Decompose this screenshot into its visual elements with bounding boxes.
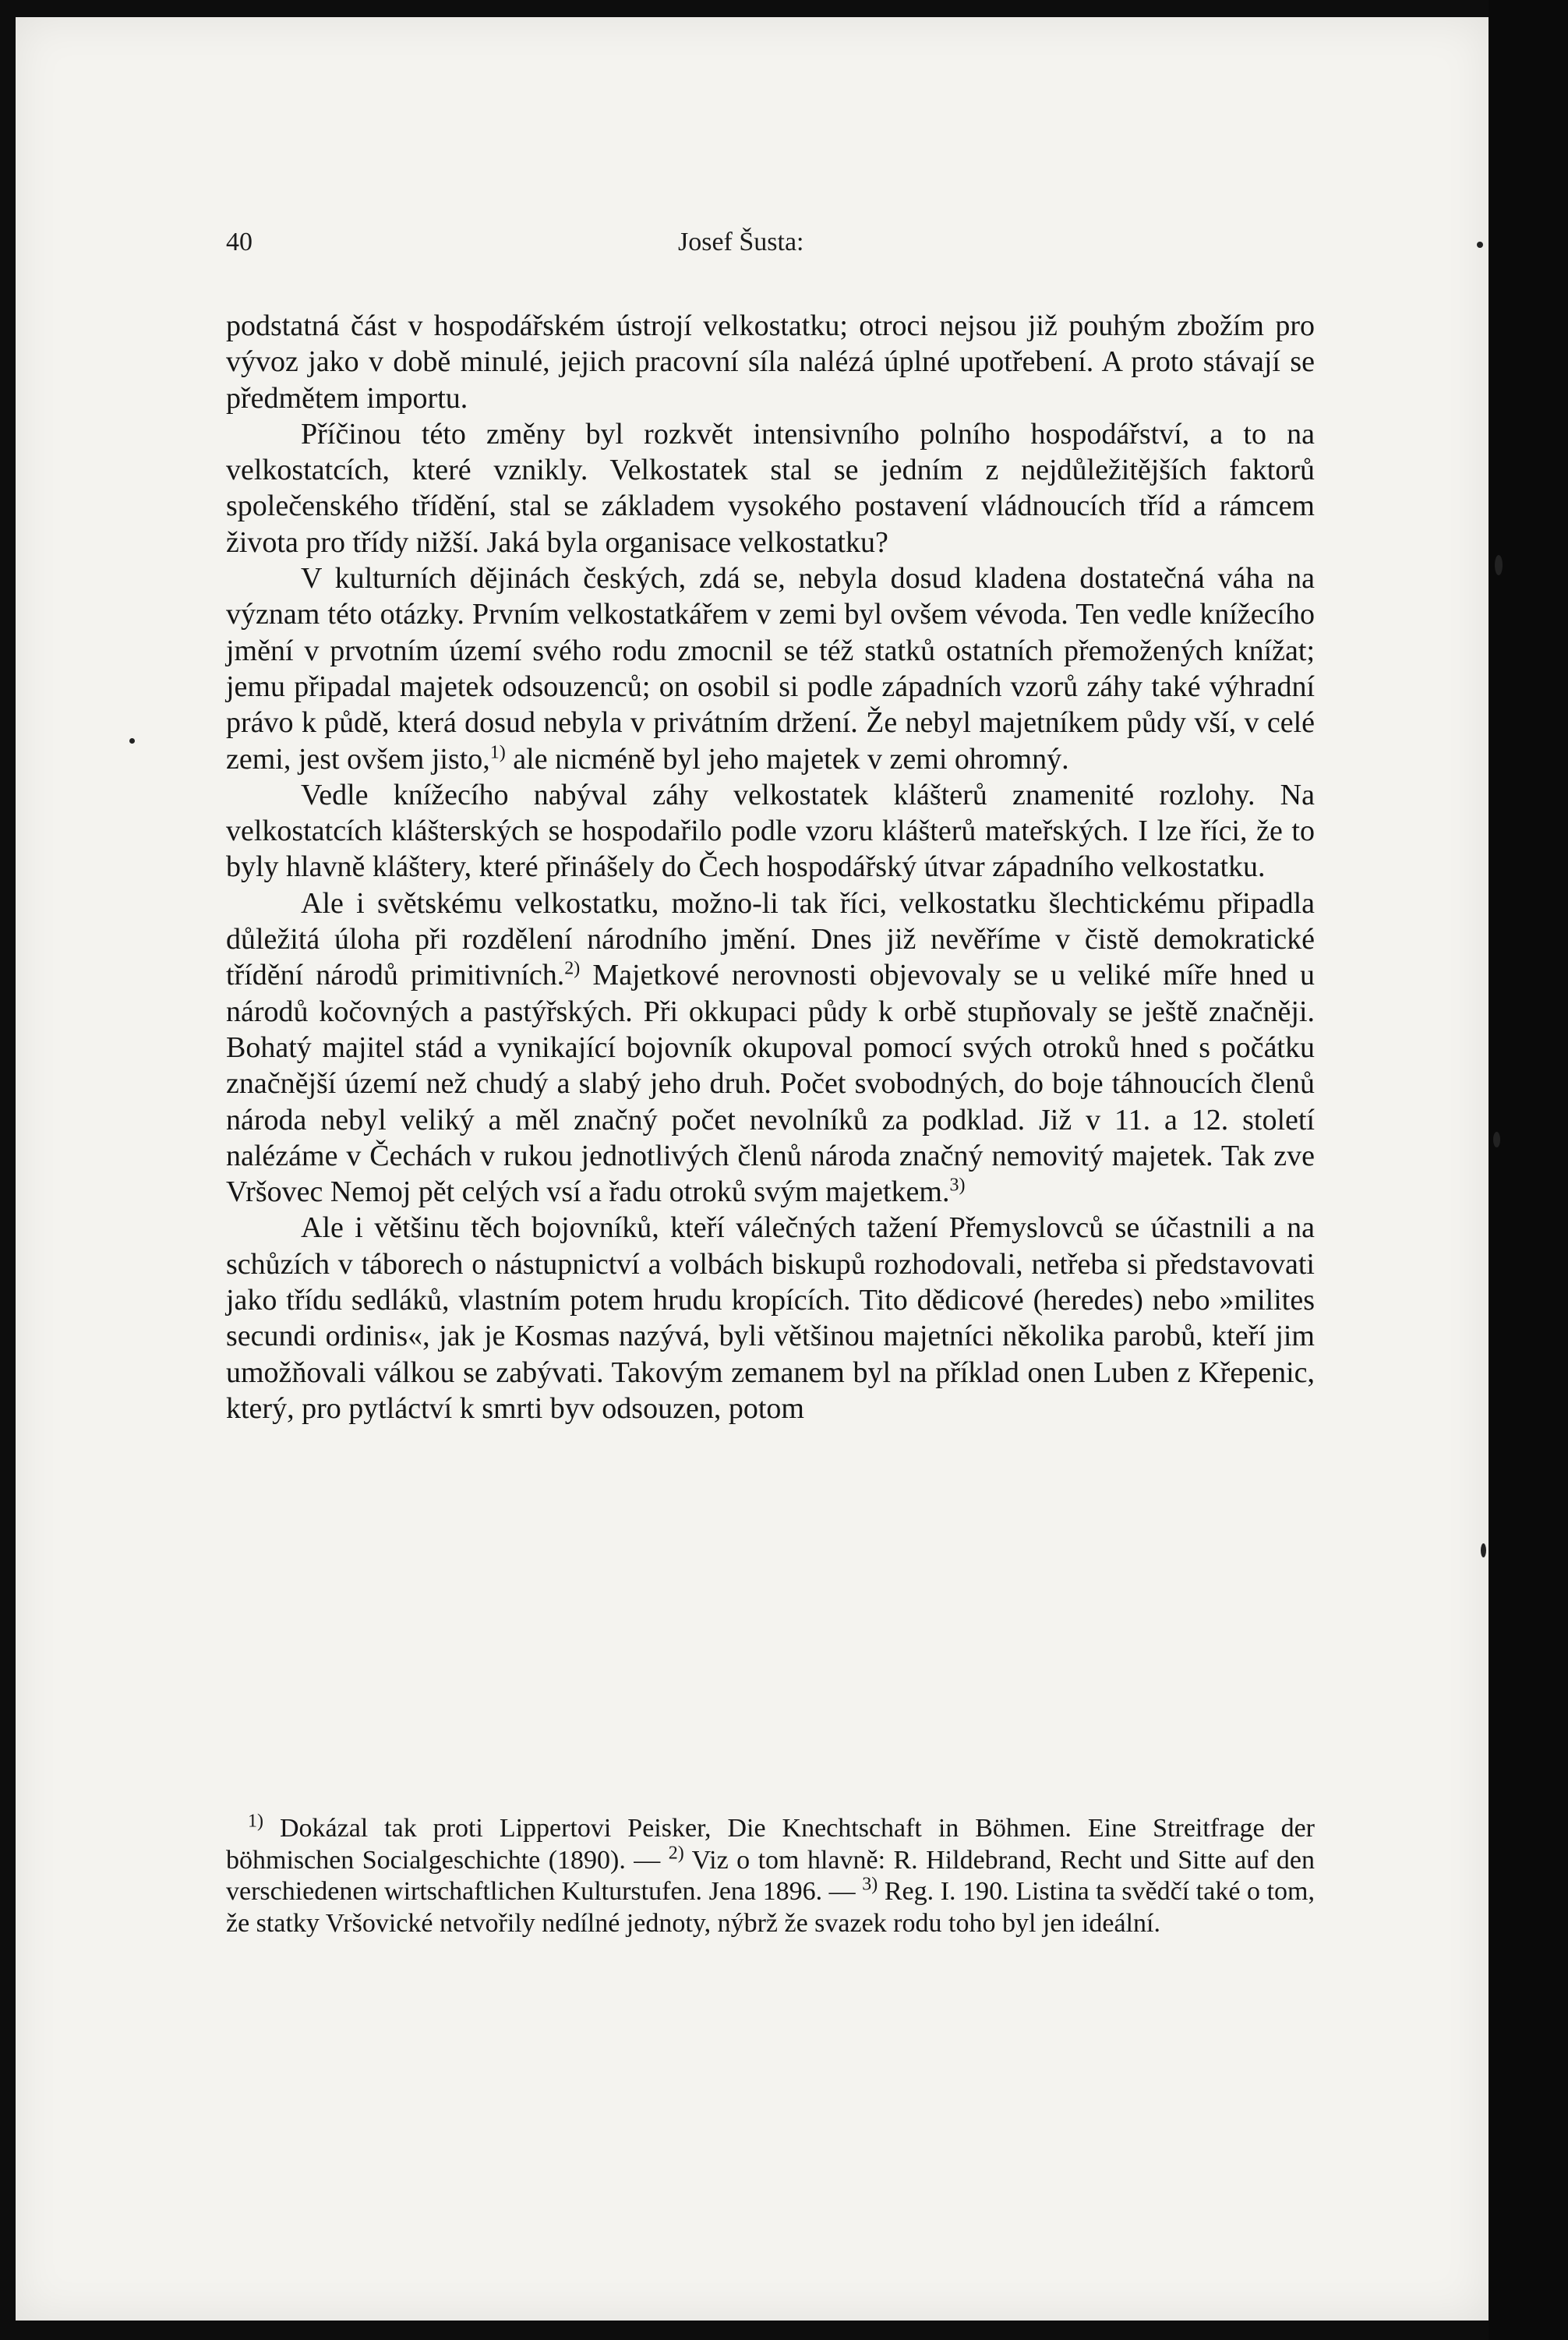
paragraph: Ale i světskému velkostatku, možno-li tak říci, velkostatku šlechtickému připadla důležitá úloha při rozdělení národního jmění. Dnes již nevěříme v čistě demokratické třídění národů primitivních.$^{2)}$ Majetkové nerovnosti objevovaly se u veliké míře hned u národů kočovných a pastýřských. Při okkupaci půdy k orbě stupňovaly se ještě značněji. Bohatý majitel stád a vynikající bojovník okupoval pomocí svých otroků hned s počátku značnější území než chudý a slabý jeho druh. Počet svobodných, do boje táhnoucích členů národa nebyl veliký a měl značný počet nevolníků za podklad. Již v 11. a 12. století nalézáme v Čechách v rukou jednotlivých členů národa značný nemovitý majetek. Tak zve Vršovec Nemoj pět celých vsí a řadu otroků svým majetkem.$^{3)}$: [226, 886, 1315, 1209]
footnote-ref: 3): [949, 1175, 966, 1196]
footnote-mark: 3): [862, 1874, 878, 1895]
scan-border: [1489, 0, 1568, 2340]
scan-speck: [1495, 555, 1503, 575]
paragraph: Příčinou této změny byl rozkvět intensivního polního hospodářství, a to na velkostatcích, které vznikly. Velkostatek stal se jedním z nejdůležitějších faktorů společenského třídění, stal se základem vysokého postavení vládnoucích tříd a rámcem života pro třídy nižší. Jaká byla organisace velkostatku?: [226, 417, 1315, 559]
footnote-text: Viz o tom hlavně: R. Hildebrand, Recht und Sitte auf den verschiedenen wirtschaftlichen Kulturstufen. Jena 1896. —: [226, 1845, 1315, 1906]
footnote-text: Dokázal tak proti Lippertovi Peisker, Die Knechtschaft in Böhmen. Eine Streitfrage der böhmischen Socialgeschichte (1890). —: [226, 1814, 1315, 1875]
scan-speck: [1493, 1132, 1500, 1147]
footnote-ref: 2): [564, 958, 581, 979]
scan-speck: [1481, 1543, 1486, 1557]
footnote-block: [226, 1813, 1315, 1939]
footnote-mark: 1): [248, 1811, 263, 1832]
paragraph: Vedle knížecího nabýval záhy velkostatek klášterů znamenité rozlohy. Na velkostatcích klášterských se hospodařilo podle vzoru klášterů mateřských. I lze říci, že to byly hlavně kláštery, které přinášely do Čech hospodářský útvar západního velkostatku.: [226, 778, 1315, 884]
body-text: [226, 308, 1315, 1426]
scan-speck: [129, 738, 135, 744]
running-title: Josef Šusta:: [678, 228, 804, 256]
footnote-text: Reg. I. 190. Listina ta svědčí také o tom, že statky Vršovické netvořily nedílné jednoty, nýbrž že svazek rodu toho byl jen ideální.: [226, 1877, 1315, 1938]
paragraph: V kulturních dějinách českých, zdá se, nebyla dosud kladena dostatečná váha na význam této otázky. Prvním velkostatkářem v zemi byl ovšem vévoda. Ten vedle knížecího jmění v prvotním území svého rodu zmocnil se též statků ostatních přemožených knížat; jemu připadal majetek odsouzenců; on osobil si podle západních vzorů záhy také výhradní právo k půdě, která dosud nebyla v privátním držení. Že nebyl majetníkem půdy vší, v celé zemi, jest ovšem jisto,$^{1)}$ ale nicméně byl jeho majetek v zemi ohromný.: [226, 562, 1315, 776]
page-header: [226, 228, 1317, 262]
footnote-ref: 1): [489, 741, 506, 762]
paragraph: podstatná část v hospodářském ústrojí velkostatku; otroci nejsou již pouhým zbožím pro vývoz jako v době minulé, jejich pracovní síla nalézá úplné upotřebení. A proto stávají se předmětem importu.: [226, 309, 1315, 415]
footnote-mark: 2): [668, 1843, 684, 1864]
scan-speck: [1477, 242, 1483, 248]
footnotes: [226, 1813, 1315, 1939]
paragraph: Ale i většinu těch bojovníků, kteří válečných tažení Přemyslovců se účastnili a na schůzích v táborech o nástupnictví a volbách biskupů rozhodovali, netřeba si představovati jako třídu sedláků, vlastním potem hrudu kropících. Tito dědicové (heredes) nebo »milites secundi ordinis«, jak je Kosmas nazývá, byli většinou majetníci několika parobů, kteří jim umožňovali válkou se zabývati. Takovým zemanem byl na příklad onen Luben z Křepenic, který, pro pytláctví k smrti byv odsouzen, potom: [226, 1211, 1315, 1425]
page-number: 40: [226, 228, 253, 256]
